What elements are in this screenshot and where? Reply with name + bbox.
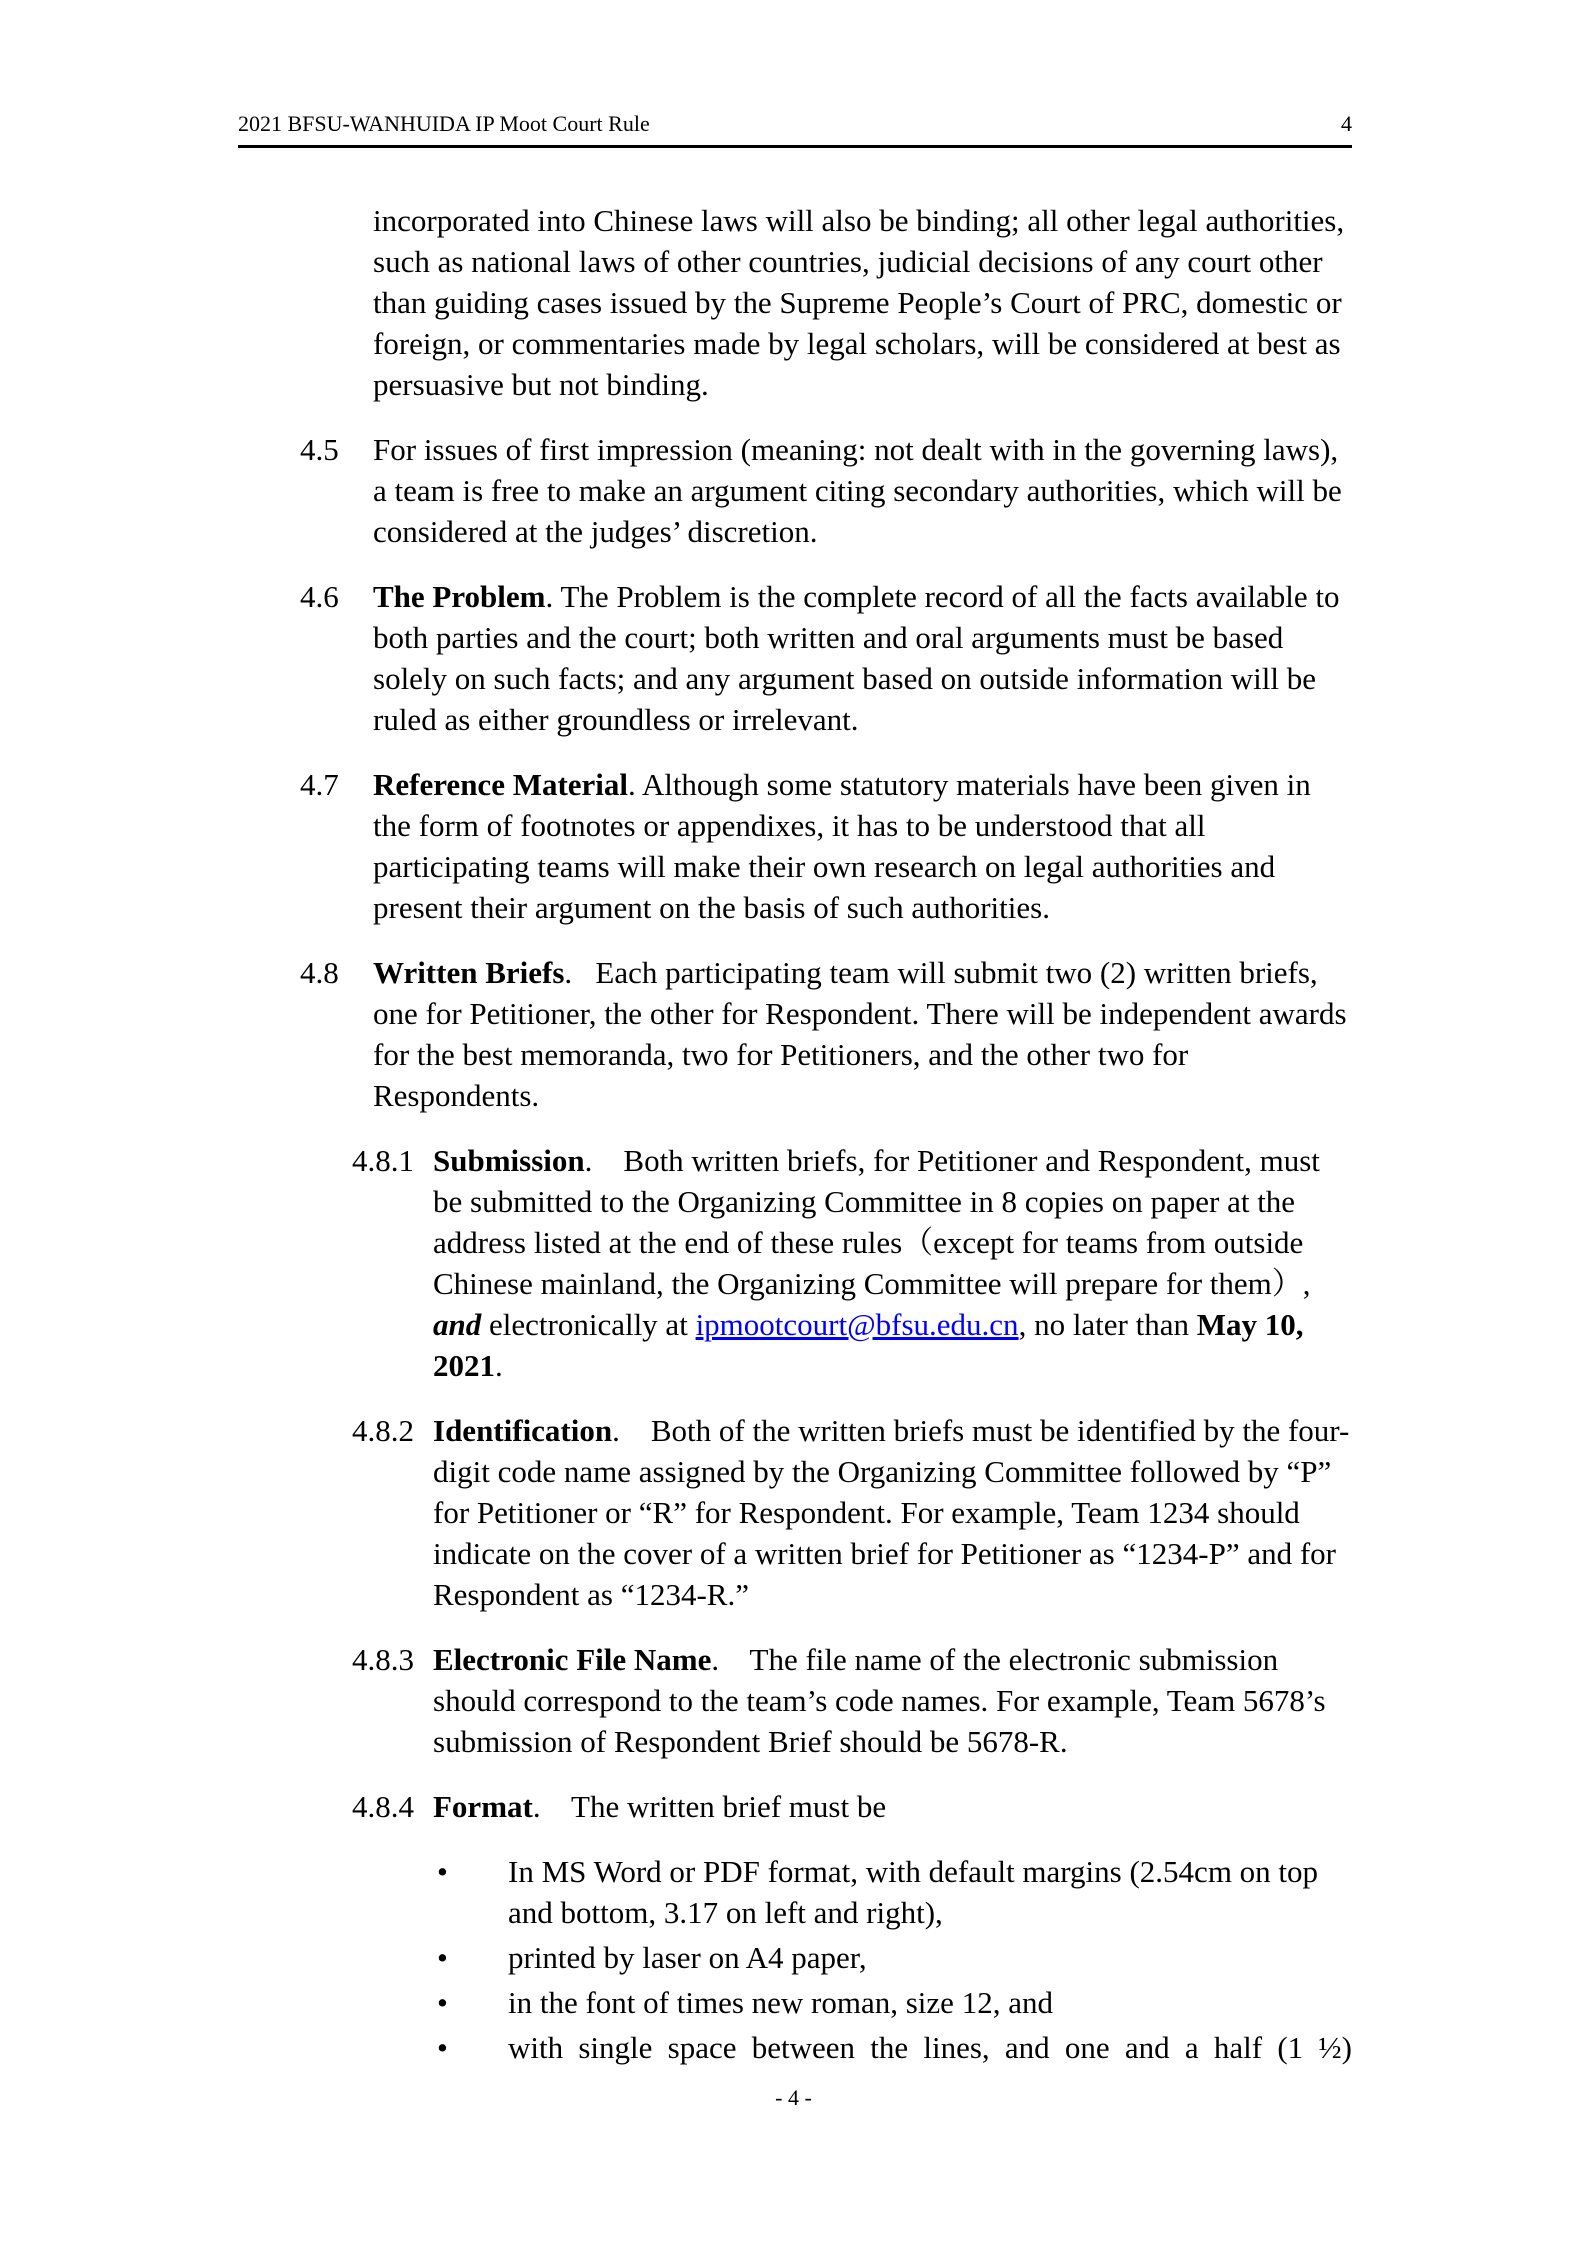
header-page-number: 4: [1341, 111, 1352, 136]
paragraph-text: [433, 1789, 886, 1824]
paragraph-number: 4.8.2: [352, 1413, 414, 1448]
text-segment: electronically at: [481, 1307, 696, 1342]
section-4-8: [238, 952, 1355, 1116]
paragraph-text: [433, 1143, 1328, 1383]
bullet-icon: •: [437, 1985, 448, 2020]
text-segment: May 10, 2021: [433, 1307, 1312, 1383]
text-segment: in the font of times new roman, size 12, and: [508, 1985, 1053, 2020]
text-segment: Written Briefs: [373, 955, 565, 990]
text-segment: Identification: [433, 1413, 613, 1448]
text-segment: . The Problem is the complete record of all the facts available to both parties and the court; both written and oral arguments must be based solely on such facts; and any argument based on outside information will be ruled as either groundless or irrelevant.: [373, 579, 1348, 737]
paragraph-text: [373, 432, 1349, 549]
format-bullet-list: [238, 1851, 1352, 2068]
text-segment: printed by laser on A4 paper,: [508, 1940, 867, 1975]
paragraph-text: [433, 1642, 1333, 1759]
paragraph-number: 4.8.3: [352, 1642, 414, 1677]
bullet-item: [238, 1937, 1352, 1978]
text-segment: Format: [433, 1789, 533, 1824]
bullet-text: [508, 2030, 1352, 2065]
section-4-8-3: [238, 1639, 1352, 1762]
text-segment: . The file name of the electronic submission should correspond to the team’s code names. For example, Team 5678’s submission of Respondent Brief should be 5678-R.: [433, 1642, 1334, 1759]
text-segment: . The written brief must be: [532, 1789, 887, 1824]
paragraph-number: 4.7: [300, 767, 339, 802]
section-4-6: [238, 576, 1352, 740]
text-segment: Submission: [433, 1143, 585, 1178]
paragraph-text: [373, 767, 1319, 925]
text-segment: . Both written briefs, for Petitioner and Respondent, must be submitted to the Organizing Committee in 8 copies on paper at the address listed at the end of these rules（except for teams from outside Chinese mainland, the Organizing Committee will prepare for them）,: [433, 1143, 1328, 1301]
paragraph-text: [433, 1413, 1349, 1612]
document-body: [238, 200, 1355, 2068]
text-segment: . Both of the written briefs must be identified by the four-digit code name assigned by the Organizing Committee followed by “P” for Petitioner or “R” for Respondent. For example, Team 1234 should indicate on the cover of a written brief for Petitioner as “1234-P” and for Respondent as “1234-R.”: [433, 1413, 1350, 1612]
paragraph-text: [373, 579, 1347, 737]
bullet-icon: •: [437, 2030, 448, 2065]
page-footer: [0, 2085, 1587, 2111]
bullet-item: [238, 1851, 1352, 1933]
header-title: 2021 BFSU-WANHUIDA IP Moot Court Rule: [238, 111, 650, 136]
continuation-paragraph: [238, 200, 1352, 405]
paragraph-number: 4.8.4: [352, 1789, 414, 1824]
text-segment: Reference Material: [373, 767, 629, 802]
section-4-8-1: [238, 1140, 1352, 1386]
bullet-item: [238, 2027, 1352, 2068]
paragraph-number: 4.6: [300, 579, 339, 614]
section-4-7: [238, 764, 1352, 928]
email-link[interactable]: ipmootcourt@bfsu.edu.cn: [695, 1307, 1019, 1342]
section-4-8-2: [238, 1410, 1352, 1615]
paragraph-number: 4.8: [300, 955, 339, 990]
text-segment: , no later than: [1018, 1307, 1197, 1342]
bullet-item: [238, 1982, 1352, 2023]
text-segment: and: [433, 1307, 482, 1342]
bullet-text: [508, 1854, 1326, 1930]
text-segment: In MS Word or PDF format, with default margins (2.54cm on top and bottom, 3.17 on left and right),: [508, 1854, 1326, 1930]
section-4-8-4: [238, 1786, 1352, 1827]
paragraph-number: 4.5: [300, 432, 339, 467]
paragraph-text: [373, 955, 1354, 1113]
text-segment: . Each participating team will submit two (2) written briefs, one for Petitioner, the other for Respondent. There will be independent awards for the best memoranda, two for Petitioners, and the other two for Respondents.: [373, 955, 1355, 1113]
bullet-text: [508, 1985, 1053, 2020]
text-segment: .: [495, 1348, 503, 1383]
text-segment: Electronic File Name: [433, 1642, 712, 1677]
paragraph-text: [373, 203, 1352, 402]
text-segment: . Although some statutory materials have been given in the form of footnotes or appendixes, it has to be understood that all participating teams will make their own research on legal authorities and present their argument on the basis of such authorities.: [373, 767, 1319, 925]
text-segment: For issues of first impression (meaning: not dealt with in the governing laws), a team is free to make an argument citing secondary authorities, which will be considered at the judges’ discretion.: [373, 432, 1350, 549]
bullet-icon: •: [437, 1854, 448, 1889]
text-segment: The Problem: [373, 579, 546, 614]
paragraph-number: 4.8.1: [352, 1143, 414, 1178]
bullet-icon: •: [437, 1940, 448, 1975]
text-segment: incorporated into Chinese laws will also be binding; all other legal authorities, such as national laws of other countries, judicial decisions of any court other than guiding cases issued by the Supreme People’s Court of PRC, domestic or foreign, or commentaries made by legal scholars, will be considered at best as persuasive but not binding.: [373, 203, 1352, 402]
page-header: [238, 110, 1352, 148]
footer-page-number: - 4 -: [775, 2085, 812, 2110]
bullet-text: [508, 1940, 867, 1975]
section-4-5: [238, 429, 1352, 552]
text-segment: with single space between the lines, and one and a half (1 ½): [508, 2030, 1352, 2065]
